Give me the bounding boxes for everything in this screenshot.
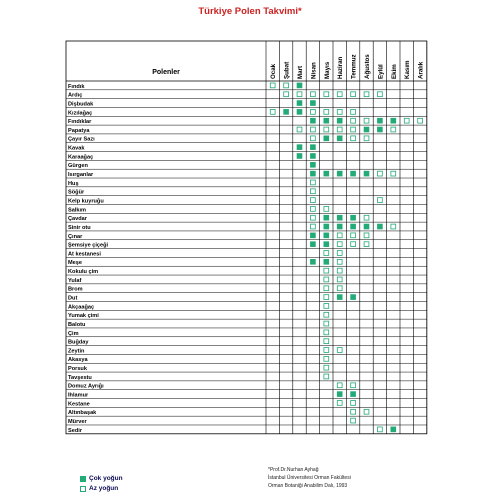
plant-name: Isırganlar [68, 172, 94, 179]
intensity-low-cell [311, 109, 316, 114]
intensity-low-cell [297, 127, 302, 132]
legend-label-light: Az yoğun [89, 485, 119, 492]
plant-name: Balotu [68, 321, 86, 328]
plant-name: Çim [68, 330, 79, 337]
intensity-low-cell [337, 109, 342, 114]
intensity-low-cell [311, 180, 316, 185]
intensity-low-cell [324, 268, 329, 273]
intensity-low-cell [351, 242, 356, 247]
plant-name: Akasya [68, 357, 88, 364]
plant-name: Porsuk [68, 366, 87, 373]
table-frame [66, 41, 427, 434]
month-label: Temmuz [350, 54, 358, 79]
intensity-high-cell [337, 136, 343, 142]
intensity-low-cell [364, 409, 369, 414]
filled-square-icon [80, 476, 86, 482]
intensity-low-cell [311, 189, 316, 194]
intensity-low-cell [337, 251, 342, 256]
intensity-low-cell [324, 206, 329, 211]
intensity-high-cell [324, 118, 330, 124]
plant-name: Yulaf [68, 277, 82, 284]
legend [80, 474, 123, 494]
intensity-high-cell [324, 171, 330, 177]
intensity-high-cell [310, 171, 316, 177]
intensity-low-cell [324, 330, 329, 335]
intensity-low-cell [337, 259, 342, 264]
plant-name: Huş [68, 180, 79, 187]
intensity-high-cell [364, 224, 370, 230]
intensity-high-cell [337, 391, 343, 397]
intensity-low-cell [324, 304, 329, 309]
intensity-low-cell [324, 374, 329, 379]
intensity-high-cell [310, 241, 316, 247]
intensity-high-cell [364, 171, 370, 177]
intensity-low-cell [364, 136, 369, 141]
intensity-low-cell [311, 206, 316, 211]
source-note [268, 466, 351, 490]
plant-name: Brom [68, 286, 83, 293]
page-title: Türkiye Polen Takvimi* [198, 6, 302, 17]
month-label: Aralık [417, 61, 425, 79]
intensity-low-cell [391, 127, 396, 132]
intensity-high-cell [324, 224, 330, 230]
intensity-low-cell [324, 127, 329, 132]
plant-name: Söğür [68, 189, 85, 196]
intensity-low-cell [418, 118, 423, 123]
plant-name: Altınbaşak [68, 410, 97, 417]
month-label: Mart [297, 65, 304, 79]
intensity-low-cell [324, 348, 329, 353]
intensity-low-cell [311, 92, 316, 97]
intensity-low-cell [391, 224, 396, 229]
intensity-low-cell [364, 215, 369, 220]
plant-name: Çayır Sazı [68, 136, 95, 143]
intensity-low-cell [337, 277, 342, 282]
legend-label-strong: Çok yoğun [89, 475, 123, 482]
plant-name: Kestane [68, 401, 90, 408]
intensity-low-cell [351, 92, 356, 97]
intensity-high-cell [324, 136, 330, 142]
intensity-high-cell [310, 144, 316, 150]
plant-name: Sinir otu [68, 224, 91, 231]
intensity-low-cell [351, 136, 356, 141]
intensity-high-cell [337, 171, 343, 177]
intensity-low-cell [351, 118, 356, 123]
plant-name: Akçaağaç [68, 304, 95, 311]
intensity-low-cell [297, 92, 302, 97]
intensity-low-cell [337, 348, 342, 353]
intensity-high-cell [324, 233, 330, 239]
intensity-high-cell [350, 224, 356, 230]
intensity-low-cell [324, 251, 329, 256]
intensity-high-cell [391, 118, 397, 124]
intensity-low-cell [364, 233, 369, 238]
intensity-low-cell [337, 268, 342, 273]
plant-name: Dişbudak [68, 101, 94, 108]
intensity-low-cell [364, 92, 369, 97]
intensity-low-cell [324, 109, 329, 114]
plant-name: Fındıklar [68, 119, 92, 126]
intensity-high-cell [364, 127, 370, 133]
plant-name: Kelp kuyruğu [68, 198, 104, 205]
plant-name: Meşe [68, 260, 82, 267]
intensity-low-cell [311, 136, 316, 141]
month-label: Nisan [310, 62, 318, 79]
intensity-low-cell [351, 127, 356, 132]
plant-name: Şemsiye çiçeği [68, 242, 109, 249]
plant-name: Sedir [68, 427, 82, 434]
intensity-low-cell [351, 409, 356, 414]
intensity-high-cell [310, 162, 316, 168]
plant-name: Salkım [68, 207, 87, 214]
plant-name: Ihlamur [68, 392, 89, 399]
intensity-low-cell [324, 92, 329, 97]
intensity-high-cell [350, 215, 356, 221]
intensity-high-cell [391, 427, 397, 433]
plant-name: Tavşestu [68, 374, 92, 381]
intensity-high-cell [297, 153, 303, 159]
intensity-high-cell [337, 294, 343, 300]
intensity-high-cell [283, 109, 289, 115]
intensity-low-cell [378, 92, 383, 97]
intensity-high-cell [310, 153, 316, 159]
intensity-low-cell [351, 233, 356, 238]
month-label: Ekim [390, 64, 398, 79]
intensity-high-cell [324, 241, 330, 247]
intensity-low-cell [324, 312, 329, 317]
plant-name: Buğday [68, 339, 89, 346]
intensity-high-cell [324, 215, 330, 221]
intensity-high-cell [350, 171, 356, 177]
intensity-low-cell [311, 215, 316, 220]
plant-name: Karaağaç [68, 154, 94, 161]
month-label: Kasım [404, 60, 412, 79]
intensity-low-cell [351, 109, 356, 114]
intensity-low-cell [337, 233, 342, 238]
intensity-high-cell [297, 109, 303, 115]
intensity-low-cell [311, 198, 316, 203]
plant-name: At kestanesi [68, 251, 101, 258]
intensity-high-cell [377, 224, 383, 230]
source-line: Orman Botaniği Anabilim Dalı, 1993 [268, 483, 348, 489]
plant-name: Kızılağaç [68, 110, 93, 117]
plant-name: Fındık [68, 83, 85, 90]
plant-name: Çınar [68, 233, 83, 240]
month-label: Ocak [270, 63, 278, 79]
month-label: Eylül [377, 64, 385, 79]
intensity-low-cell [324, 321, 329, 326]
intensity-low-cell [284, 83, 289, 88]
legend-item-strong [80, 474, 123, 484]
intensity-low-cell [284, 92, 289, 97]
intensity-high-cell [377, 127, 383, 133]
intensity-high-cell [297, 144, 303, 150]
plant-name: Kavak [68, 145, 85, 152]
intensity-low-cell [364, 118, 369, 123]
intensity-low-cell [404, 118, 409, 123]
source-line: İstanbul Üniversitesi Orman Fakültesi [268, 475, 351, 481]
intensity-high-cell [310, 259, 316, 265]
intensity-high-cell [337, 118, 343, 124]
intensity-high-cell [377, 118, 383, 124]
plant-name: Dut [68, 295, 78, 302]
intensity-high-cell [310, 100, 316, 106]
month-label: Ağustos [364, 54, 371, 79]
intensity-high-cell [310, 233, 316, 239]
intensity-high-cell [350, 294, 356, 300]
plant-name: Kokulu çim [68, 269, 99, 276]
plant-name: Ardıç [68, 92, 83, 99]
intensity-low-cell [364, 242, 369, 247]
intensity-low-cell [337, 242, 342, 247]
intensity-low-cell [324, 295, 329, 300]
intensity-low-cell [324, 356, 329, 361]
month-label: Haziran [337, 56, 345, 79]
intensity-high-cell [297, 100, 303, 106]
intensity-low-cell [337, 127, 342, 132]
plant-name: Papatya [68, 127, 90, 134]
month-label: Şubat [283, 61, 291, 79]
plant-name: Mürver [68, 418, 87, 425]
intensity-high-cell [310, 118, 316, 124]
intensity-low-cell [378, 171, 383, 176]
intensity-low-cell [311, 127, 316, 132]
plant-name: Yumak çimi [68, 313, 99, 320]
source-line: *Prof.Dr.Nurhan Ayhağ [268, 467, 319, 473]
intensity-low-cell [351, 383, 356, 388]
plant-name: Gürgen [68, 163, 88, 170]
header-label: Polenler [152, 69, 180, 76]
empty-square-icon [80, 486, 86, 492]
intensity-high-cell [297, 83, 303, 89]
month-label: Mayıs [323, 61, 331, 79]
intensity-low-cell [337, 383, 342, 388]
intensity-high-cell [337, 215, 343, 221]
plant-name: Zeytin [68, 348, 85, 355]
intensity-low-cell [337, 92, 342, 97]
intensity-low-cell [324, 277, 329, 282]
intensity-low-cell [270, 109, 275, 114]
intensity-low-cell [324, 339, 329, 344]
intensity-low-cell [378, 198, 383, 203]
intensity-low-cell [351, 401, 356, 406]
plant-name: Çavdar [68, 216, 87, 223]
intensity-low-cell [311, 224, 316, 229]
intensity-high-cell [337, 224, 343, 230]
intensity-low-cell [270, 83, 275, 88]
intensity-low-cell [337, 401, 342, 406]
intensity-low-cell [351, 418, 356, 423]
intensity-high-cell [324, 259, 330, 265]
plant-name: Domuz Ayrığı [68, 383, 104, 390]
intensity-low-cell [337, 286, 342, 291]
intensity-high-cell [350, 391, 356, 397]
intensity-low-cell [378, 427, 383, 432]
intensity-low-cell [391, 171, 396, 176]
intensity-low-cell [324, 365, 329, 370]
legend-item-light [80, 484, 123, 494]
intensity-low-cell [324, 286, 329, 291]
